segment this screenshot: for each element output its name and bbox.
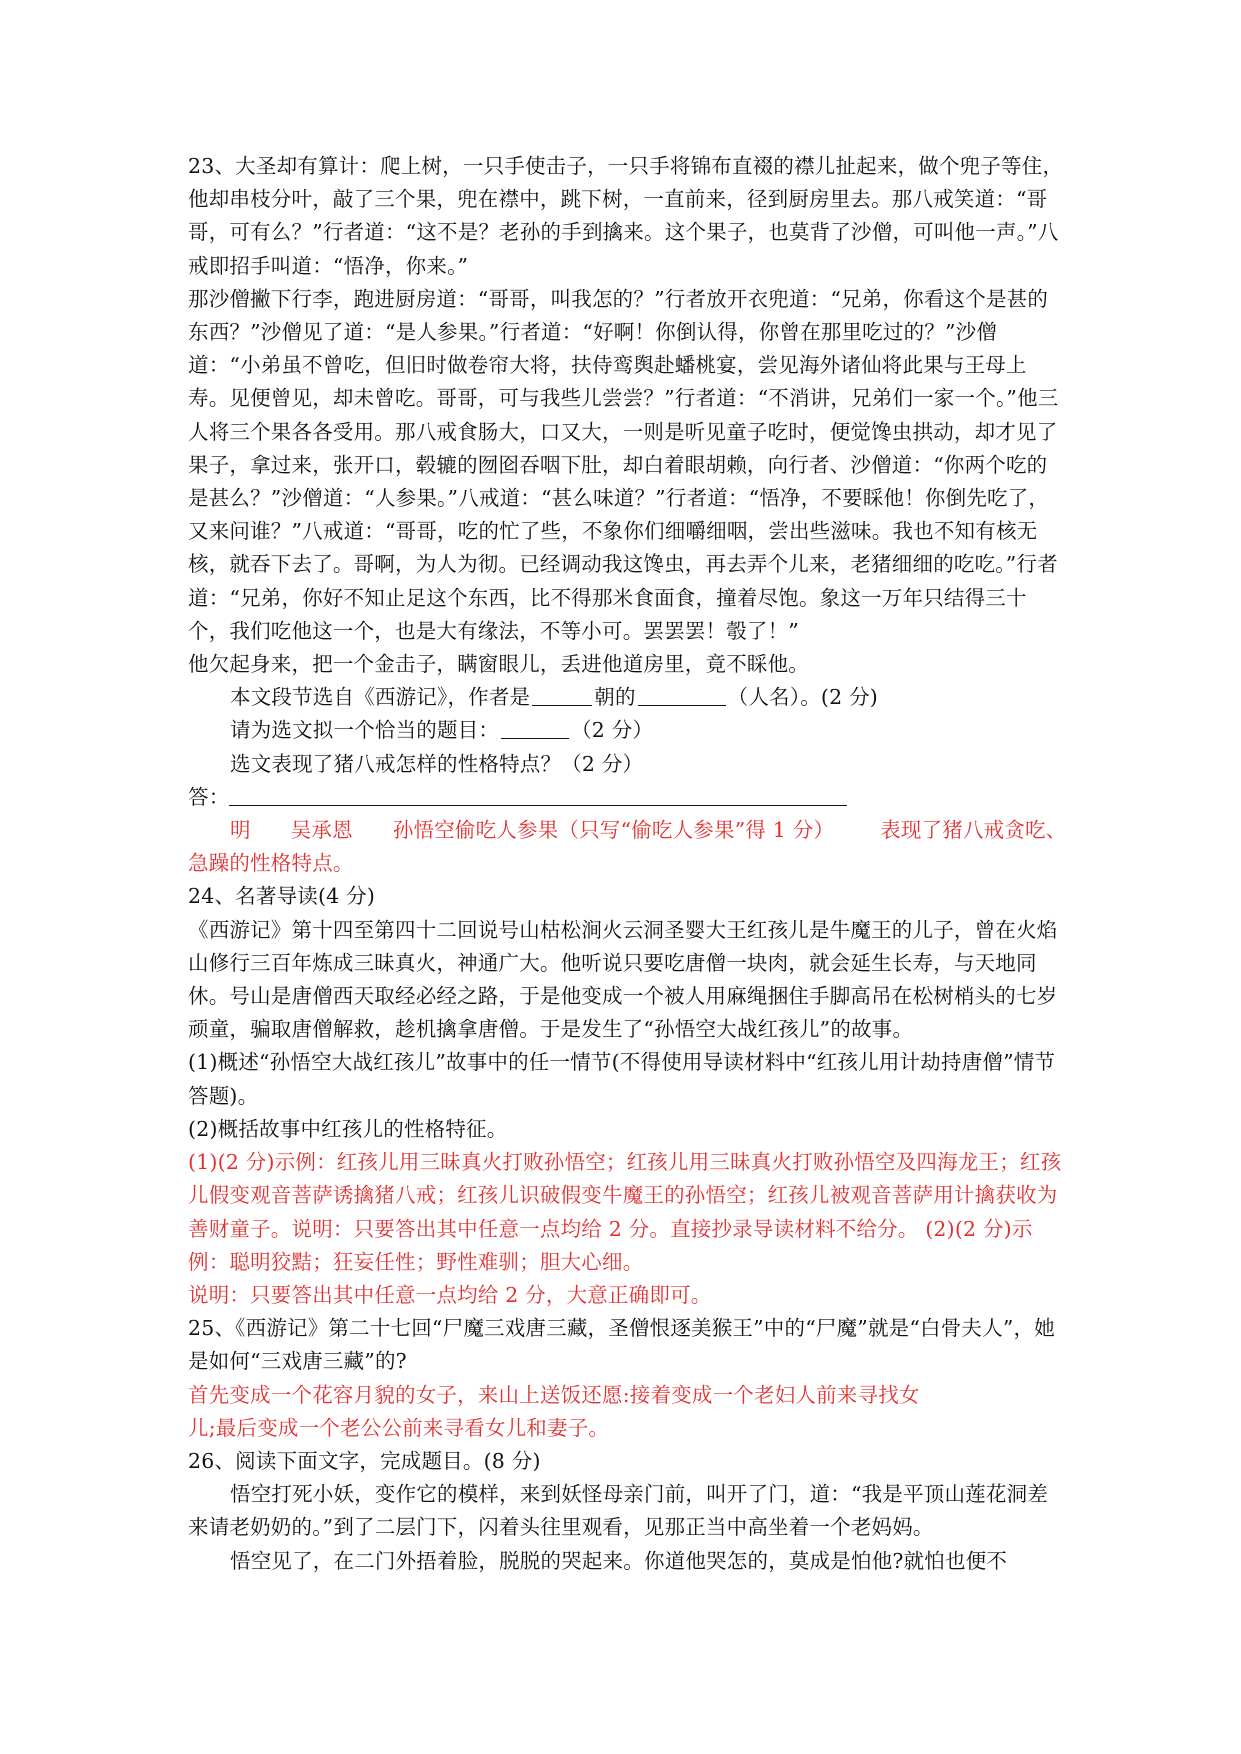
q23-question-1-part-c: （人名）。(2 分) <box>727 685 878 710</box>
q25-answer-line-1: 首先变成一个花容月貌的女子，来山上送饭还愿:接着变成一个老妇人前来寻找女 <box>188 1382 920 1407</box>
author-blank[interactable] <box>638 685 726 707</box>
q24-heading: 24、名著导读(4 分) <box>188 884 376 909</box>
q24-question-2: (2)概括故事中红孩儿的性格特征。 <box>188 1116 508 1141</box>
q23-question-1-part-b: 朝的 <box>594 685 636 710</box>
q25-question: 25、《西游记》第二十七回“尸魔三戏唐三藏，圣僧恨逐美猴王”中的“尸魔”就是“白骨夫人”，她是如何“三戏唐三藏”的? <box>188 1316 1055 1374</box>
answer-dynasty: 明 <box>230 818 251 843</box>
q23-question-2-part-b: （2 分） <box>571 718 654 743</box>
q23-passage-1: 23、大圣却有算计：爬上树，一只手使击子，一只手将锦布直裰的襟儿扯起来，做个兜子等住，他却串枝分叶，敲了三个果，兜在襟中，跳下树，一直前来，径到厨房里去。那八戒笑道：“哥哥，可有么？”行者道：“这不是？老孙的手到擒来。这个果子，也莫背了沙僧，可叫他一声。”八戒即招手叫道：“悟净，你来。” <box>188 154 1064 278</box>
q26-paragraph-2: 悟空见了，在二门外捂着脸，脱脱的哭起来。你道他哭怎的，莫成是怕他?就怕也便不 <box>230 1548 1008 1573</box>
q23-answer-line <box>188 781 1068 814</box>
answer-character: 表现了猪八戒贪吃、急躁的性格特点。 <box>188 818 1067 876</box>
q23-passage-2: 那沙僧撇下行李，跑进厨房道：“哥哥，叫我怎的？”行者放开衣兜道：“兄弟，你看这个是甚的东西？”沙僧见了道：“是人参果。”行者道：“好啊！你倒认得，你曾在那里吃过的？”沙僧道：“小弟虽不曾吃，但旧时做卷帘大将，扶侍鸾舆赴蟠桃宴，尝见海外诸仙将此果与王母上寿。见便曾见，却未曾吃。哥哥，可与我些儿尝尝？”行者道：“不消讲，兄弟们一家一个。”他三人将三个果各各受用。那八戒食肠大，口又大，一则是听见童子吃时，便觉馋虫拱动，却才见了果子，拿过来，张开口，毂辘的囫囵吞咽下肚，却白着眼胡赖，向行者、沙僧道：“你两个吃的是甚么？”沙僧道：“人参果。”八戒道：“甚么味道？”行者道：“悟净，不要睬他！你倒先吃了，又来问谁？”八戒道：“哥哥，吃的忙了些，不象你们细嚼细咽，尝出些滋味。我也不知有核无核，就吞下去了。哥啊，为人为彻。已经调动我这馋虫，再去弄个儿来，老猪细细的吃吃。”行者道：“兄弟，你好不知止足这个东西，比不得那米食面食，撞着尽饱。象这一万年只结得三十个，我们吃他这一个，也是大有缘法，不等小可。罢罢罢！彀了！” <box>188 286 1059 643</box>
q23-question-1 <box>188 681 1068 714</box>
answer-blank[interactable] <box>229 784 847 806</box>
q24-answer-1: (1)(2 分)示例：红孩儿用三昧真火打败孙悟空；红孩儿用三昧真火打败孙悟空及四海龙王；红孩儿假变观音菩萨诱擒猪八戒；红孩儿识破假变牛魔王的孙悟空；红孩儿被观音菩萨用计擒获收为善财童子。说明：只要答出其中任意一点均给 2 分。直接抄录导读材料不给分。 (2)(2 分)示例：聪明狡黠；狂妄任性；野性难驯；胆大心细。 <box>188 1150 1062 1274</box>
document-page <box>188 150 1068 1578</box>
q23-question-3: 选文表现了猪八戒怎样的性格特点？（2 分） <box>230 751 644 776</box>
q24-question-1: (1)概述“孙悟空大战红孩儿”故事中的任一情节(不得使用导读材料中“红孩儿用计劫持唐僧”情节答题)。 <box>188 1050 1056 1108</box>
q23-question-2-part-a: 请为选文拟一个恰当的题目： <box>230 718 500 743</box>
answer-title: 孙悟空偷吃人参果（只写“偷吃人参果”得 1 分） <box>392 818 835 843</box>
q23-passage-3: 他欠起身来，把一个金击子，瞒窗眼儿，丢进他道房里，竟不睬他。 <box>188 652 809 677</box>
q26-heading: 26、阅读下面文字，完成题目。(8 分) <box>188 1448 541 1473</box>
q25-answer-line-2: 儿;最后变成一个老公公前来寻看女儿和妻子。 <box>188 1415 610 1440</box>
q23-answer-key <box>188 814 1068 880</box>
answer-author: 吴承恩 <box>290 818 353 843</box>
answer-label: 答： <box>188 784 230 809</box>
dynasty-blank[interactable] <box>532 685 592 707</box>
q23-question-2 <box>188 714 1068 747</box>
q26-paragraph-1: 悟空打死小妖，变作它的模样，来到妖怪母亲门前，叫开了门，道：“我是平顶山莲花洞差来请老奶奶的。”到了二层门下，闪着头往里观看，见那正当中高坐着一个老妈妈。 <box>188 1482 1048 1540</box>
title-blank[interactable] <box>501 718 569 740</box>
q24-passage: 《西游记》第十四至第四十二回说号山枯松涧火云洞圣婴大王红孩儿是牛魔王的儿子，曾在火焰山修行三百年炼成三昧真火，神通广大。他听说只要吃唐僧一块肉，就会延生长寿，与天地同休。号山是唐僧西天取经必经之路，于是他变成一个被人用麻绳捆住手脚高吊在松树梢头的七岁顽童，骗取唐僧解救，趁机擒拿唐僧。于是发生了“孙悟空大战红孩儿”的故事。 <box>188 917 1058 1042</box>
q24-answer-2: 说明：只要答出其中任意一点均给 2 分，大意正确即可。 <box>188 1282 712 1307</box>
q23-question-1-part-a: 本文段节选自《西游记》，作者是 <box>230 685 531 710</box>
